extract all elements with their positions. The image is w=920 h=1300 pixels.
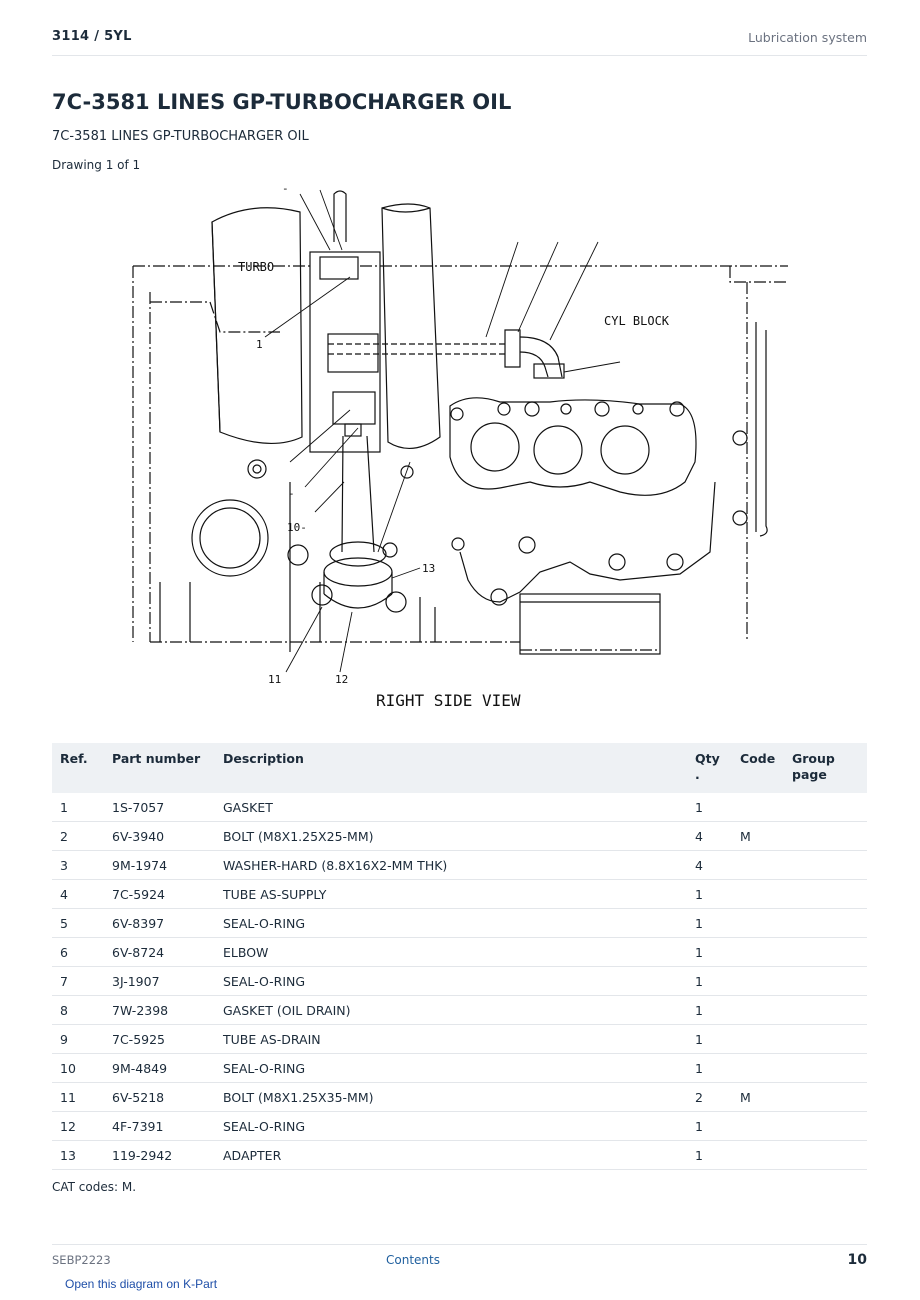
cell-ref: 4	[52, 880, 104, 909]
cell-qty: 1	[687, 1112, 732, 1141]
cell-description: BOLT (M8X1.25X25-MM)	[215, 822, 687, 851]
ref-callout-dash-left: -	[288, 487, 295, 500]
cell-part-number: 4F-7391	[104, 1112, 215, 1141]
cell-part-number: 3J-1907	[104, 967, 215, 996]
cell-description: WASHER-HARD (8.8X16X2-MM THK)	[215, 851, 687, 880]
cell-description: ELBOW	[215, 938, 687, 967]
cell-qty: 1	[687, 909, 732, 938]
cell-qty: 1	[687, 996, 732, 1025]
table-header-row	[52, 743, 867, 793]
cell-code	[732, 967, 784, 996]
cell-description: ADAPTER	[215, 1141, 687, 1170]
cell-description: SEAL-O-RING	[215, 909, 687, 938]
document-id: SEBP2223	[52, 1253, 111, 1267]
supply-tube-drawing	[328, 330, 564, 378]
cell-code	[732, 880, 784, 909]
cat-codes-note: CAT codes: M.	[52, 1180, 137, 1194]
cell-code	[732, 996, 784, 1025]
footer-divider	[52, 1244, 867, 1245]
block-detail-drawing	[160, 322, 767, 654]
cell-part-number: 7C-5924	[104, 880, 215, 909]
cell-group-page	[784, 822, 867, 851]
table-row	[52, 1141, 867, 1170]
cell-qty: 4	[687, 851, 732, 880]
cell-part-number: 6V-8724	[104, 938, 215, 967]
table-row	[52, 967, 867, 996]
cell-description: SEAL-O-RING	[215, 1054, 687, 1083]
table-row	[52, 1112, 867, 1141]
cell-group-page	[784, 996, 867, 1025]
cell-part-number: 9M-1974	[104, 851, 215, 880]
view-caption: RIGHT SIDE VIEW	[376, 691, 521, 710]
cell-ref: 5	[52, 909, 104, 938]
cell-qty: 1	[687, 938, 732, 967]
cell-group-page	[784, 1025, 867, 1054]
cell-description: GASKET	[215, 793, 687, 822]
cell-code	[732, 1025, 784, 1054]
cell-qty: 1	[687, 1054, 732, 1083]
table-row	[52, 909, 867, 938]
contents-link[interactable]: Contents	[386, 1253, 440, 1267]
page-title: 7C-3581 LINES GP-TURBOCHARGER OIL	[52, 90, 512, 114]
ref-callout-1: 1	[256, 338, 263, 351]
table-row	[52, 880, 867, 909]
cell-part-number: 9M-4849	[104, 1054, 215, 1083]
table-row	[52, 938, 867, 967]
cell-qty: 1	[687, 967, 732, 996]
cell-group-page	[784, 967, 867, 996]
header-ref: Ref.	[52, 743, 104, 793]
page-subtitle: 7C-3581 LINES GP-TURBOCHARGER OIL	[52, 129, 309, 144]
cell-ref: 3	[52, 851, 104, 880]
cell-ref: 7	[52, 967, 104, 996]
cell-description: TUBE AS-DRAIN	[215, 1025, 687, 1054]
cell-qty: 4	[687, 822, 732, 851]
table-row	[52, 822, 867, 851]
cell-description: BOLT (M8X1.25X35-MM)	[215, 1083, 687, 1112]
table-row	[52, 996, 867, 1025]
drain-tube-drawing	[312, 392, 406, 612]
cell-part-number: 1S-7057	[104, 793, 215, 822]
cell-part-number: 6V-3940	[104, 822, 215, 851]
cell-group-page	[784, 793, 867, 822]
cell-group-page	[784, 1141, 867, 1170]
table-row	[52, 1054, 867, 1083]
cell-group-page	[784, 1112, 867, 1141]
cell-ref: 12	[52, 1112, 104, 1141]
cell-ref: 10	[52, 1054, 104, 1083]
cell-group-page	[784, 909, 867, 938]
cell-code	[732, 909, 784, 938]
cylinder-block-outline	[133, 266, 788, 650]
ref-callout-11: 11	[268, 673, 282, 686]
ref-callout-13: 13	[422, 562, 436, 575]
cell-qty: 1	[687, 1025, 732, 1054]
table-row	[52, 851, 867, 880]
cell-part-number: 7W-2398	[104, 996, 215, 1025]
cell-code	[732, 851, 784, 880]
table-row	[52, 1083, 867, 1112]
cell-description: SEAL-O-RING	[215, 967, 687, 996]
table-row	[52, 1025, 867, 1054]
model-label: 3114 / 5YL	[52, 29, 132, 44]
header-description: Description	[215, 743, 687, 793]
cell-group-page	[784, 880, 867, 909]
header-qty: Qty .	[687, 743, 732, 793]
cell-group-page	[784, 938, 867, 967]
cell-qty: 1	[687, 880, 732, 909]
cell-code: M	[732, 1083, 784, 1112]
cell-code	[732, 938, 784, 967]
cell-ref: 9	[52, 1025, 104, 1054]
cell-part-number: 6V-5218	[104, 1083, 215, 1112]
section-label: Lubrication system	[748, 30, 867, 45]
turbocharger-drawing	[212, 191, 440, 452]
cell-qty: 1	[687, 793, 732, 822]
cell-code	[732, 1112, 784, 1141]
cell-part-number: 7C-5925	[104, 1025, 215, 1054]
cell-part-number: 119-2942	[104, 1141, 215, 1170]
turbo-label: TURBO	[238, 260, 275, 274]
cell-code	[732, 793, 784, 822]
cell-qty: 1	[687, 1141, 732, 1170]
cell-description: TUBE AS-SUPPLY	[215, 880, 687, 909]
leader-lines	[265, 190, 620, 672]
cell-code	[732, 1054, 784, 1083]
kpart-diagram-link[interactable]: Open this diagram on K-Part	[65, 1277, 218, 1291]
header-code: Code	[732, 743, 784, 793]
cell-qty: 2	[687, 1083, 732, 1112]
page-number: 10	[847, 1252, 867, 1268]
parts-diagram	[120, 182, 800, 712]
cell-ref: 13	[52, 1141, 104, 1170]
header-part-number: Part number	[104, 743, 215, 793]
header-divider	[52, 55, 867, 56]
header-group-page: Group page	[784, 743, 867, 793]
cell-ref: 8	[52, 996, 104, 1025]
drawing-count-label: Drawing 1 of 1	[52, 158, 141, 172]
cell-code	[732, 1141, 784, 1170]
table-row	[52, 793, 867, 822]
cell-part-number: 6V-8397	[104, 909, 215, 938]
cell-ref: 2	[52, 822, 104, 851]
cell-description: GASKET (OIL DRAIN)	[215, 996, 687, 1025]
cell-group-page	[784, 1083, 867, 1112]
ref-callout-12: 12	[335, 673, 349, 686]
cell-code: M	[732, 822, 784, 851]
cell-description: SEAL-O-RING	[215, 1112, 687, 1141]
cell-ref: 6	[52, 938, 104, 967]
ref-callout-10: 10-	[287, 521, 307, 534]
cell-group-page	[784, 851, 867, 880]
cell-group-page	[784, 1054, 867, 1083]
cyl-block-label: CYL BLOCK	[604, 314, 670, 328]
parts-table	[52, 743, 867, 1170]
cell-ref: 11	[52, 1083, 104, 1112]
cell-ref: 1	[52, 793, 104, 822]
ref-callout-dash-top: -	[282, 182, 289, 195]
